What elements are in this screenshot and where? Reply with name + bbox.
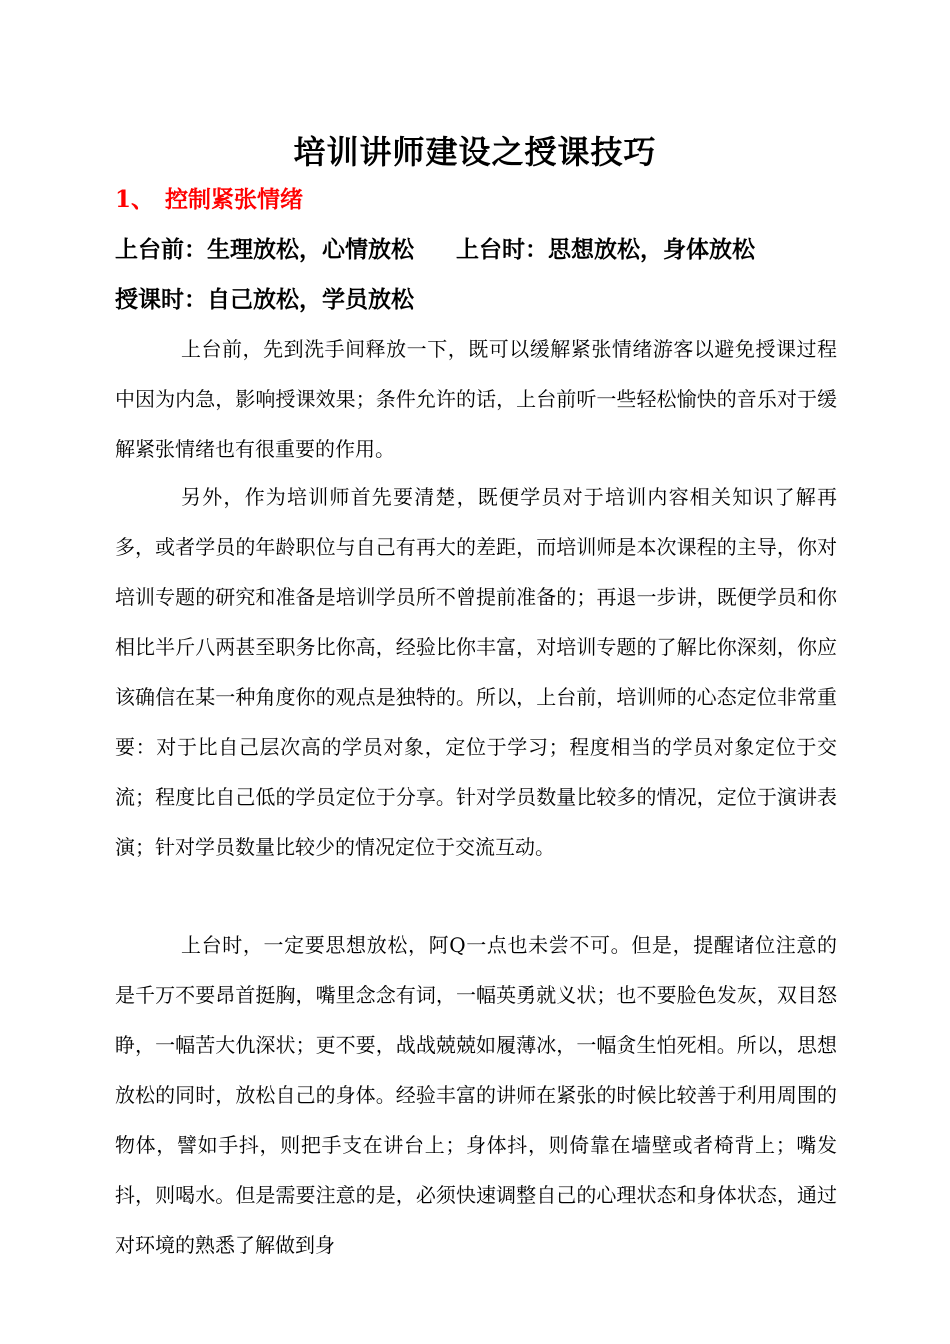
- document-title: 培训讲师建设之授课技巧: [293, 133, 657, 171]
- section-number: 1、: [115, 186, 155, 213]
- subheading-teaching: 授课时：自己放松，学员放松: [115, 286, 414, 313]
- paragraph-block-2: [115, 472, 837, 872]
- subheading-before-stage: 上台前：生理放松，心情放松: [115, 236, 414, 263]
- paragraph-block-1: [115, 324, 837, 474]
- subheading-line-1: [115, 232, 755, 268]
- body-paragraph: 上台前，先到洗手间释放一下，既可以缓解紧张情绪游客以避免授课过程中因为内急，影响授课效果；条件允许的话，上台前听一些轻松愉快的音乐对于缓解紧张情绪也有很重要的作用。: [115, 337, 837, 461]
- subheading-on-stage: 上台时：思想放松，身体放松: [456, 236, 755, 263]
- subheading-line-2: [115, 282, 414, 318]
- section-heading-text: 控制紧张情绪: [165, 186, 303, 213]
- body-paragraph: 上台时，一定要思想放松，阿Q一点也未尝不可。但是，提醒诸位注意的是千万不要昂首挺胸，嘴里念念有词，一幅英勇就义状；也不要脸色发灰，双目怒睁，一幅苦大仇深状；更不要，战战兢兢如履薄冰，一幅贪生怕死相。所以，思想放松的同时，放松自己的身体。经验丰富的讲师在紧张的时候比较善于利用周围的物体，譬如手抖，则把手支在讲台上；身体抖，则倚靠在墙壁或者椅背上；嘴发抖，则喝水。但是需要注意的是，必须快速调整自己的心理状态和身体状态，通过对环境的熟悉了解做到身: [115, 933, 837, 1257]
- body-paragraph: 另外，作为培训师首先要清楚，既便学员对于培训内容相关知识了解再多，或者学员的年龄职位与自己有再大的差距，而培训师是本次课程的主导，你对培训专题的研究和准备是培训学员所不曾提前准备的；再退一步讲，既便学员和你相比半斤八两甚至职务比你高，经验比你丰富，对培训专题的了解比你深刻，你应该确信在某一种角度你的观点是独特的。所以，上台前，培训师的心态定位非常重要：对于比自己层次高的学员对象，定位于学习；程度相当的学员对象定位于交流；程度比自己低的学员定位于分享。针对学员数量比较多的情况，定位于演讲表演；针对学员数量比较少的情况定位于交流互动。: [115, 485, 837, 859]
- section-heading: [115, 182, 303, 218]
- paragraph-block-3: [115, 920, 837, 1270]
